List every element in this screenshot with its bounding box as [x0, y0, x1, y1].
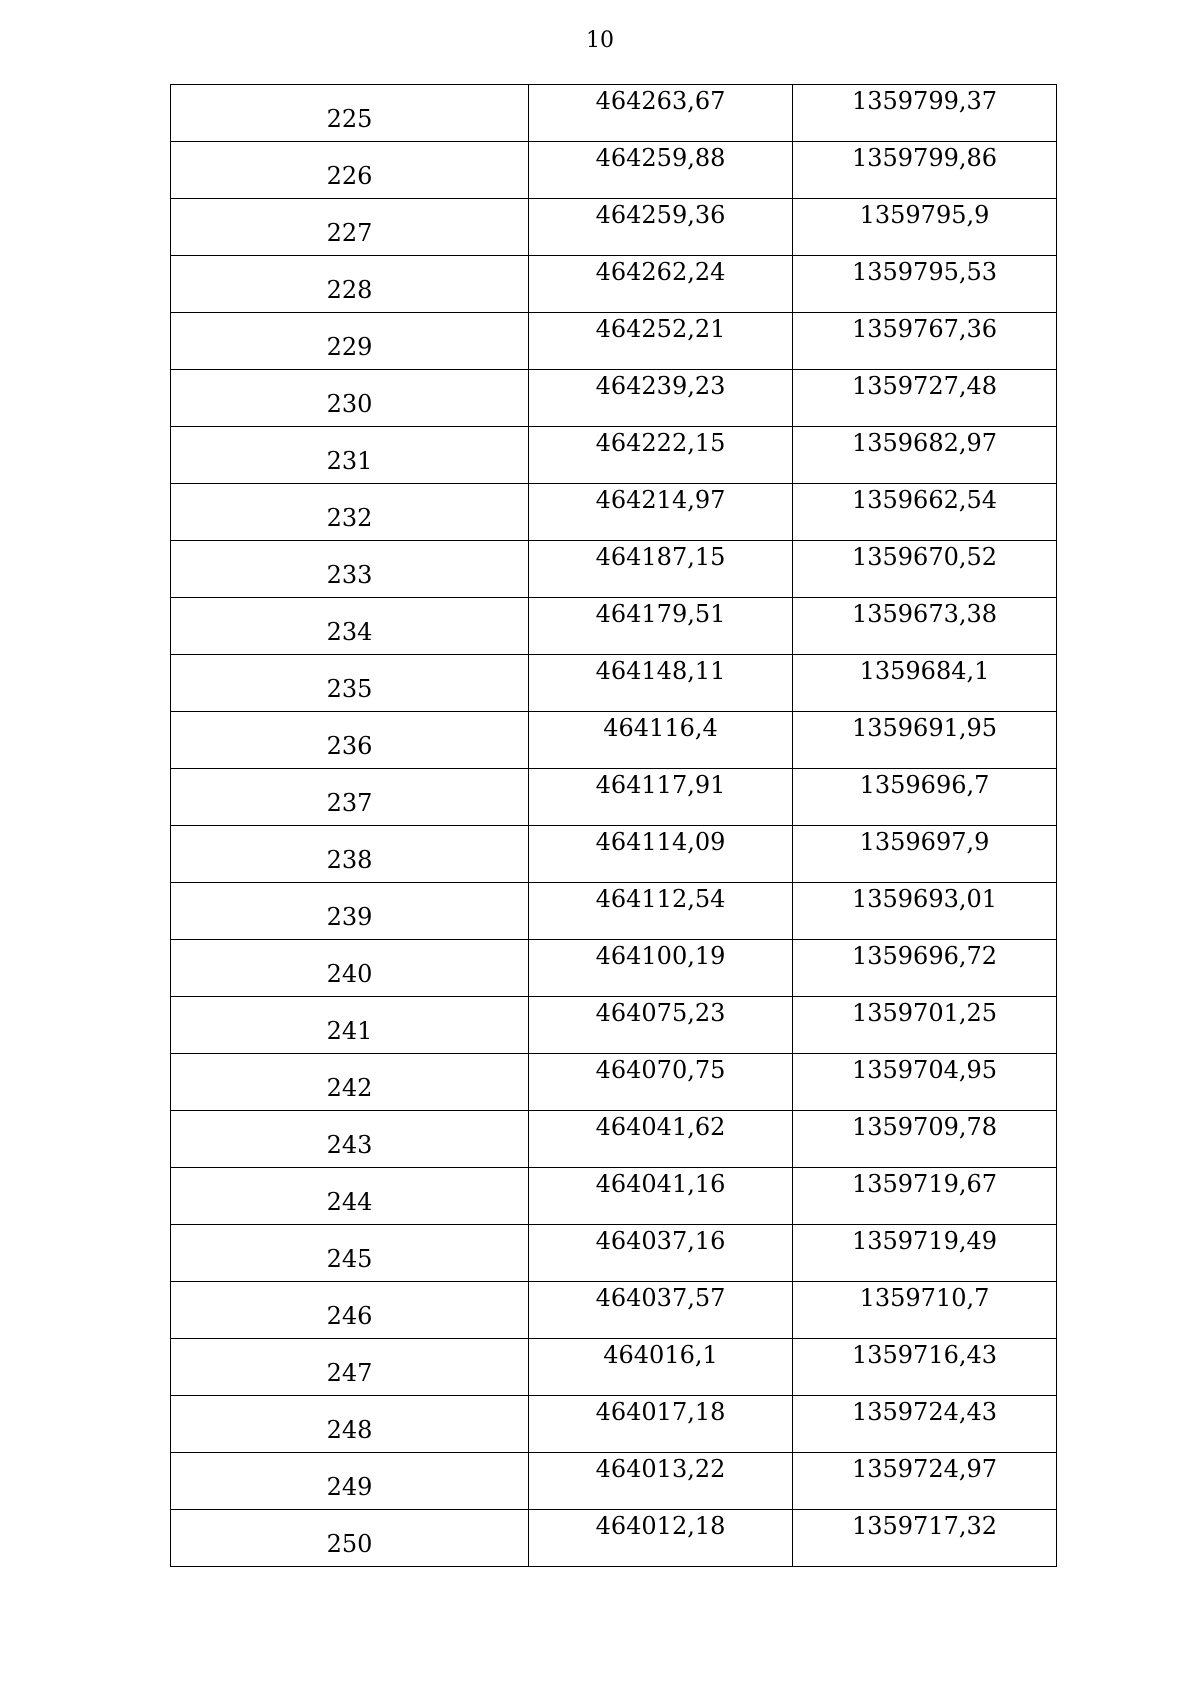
y-coordinate-cell: 1359719,49 — [793, 1225, 1057, 1282]
x-coordinate-cell: 464259,88 — [529, 142, 793, 199]
point-number-cell: 241 — [171, 997, 529, 1054]
x-coordinate-cell: 464117,91 — [529, 769, 793, 826]
x-coordinate-cell: 464070,75 — [529, 1054, 793, 1111]
table-row — [171, 1225, 1057, 1282]
y-coordinate-cell: 1359709,78 — [793, 1111, 1057, 1168]
point-number-cell: 238 — [171, 826, 529, 883]
table-row — [171, 85, 1057, 142]
point-number-cell: 229 — [171, 313, 529, 370]
x-coordinate-cell: 464179,51 — [529, 598, 793, 655]
x-coordinate-cell: 464262,24 — [529, 256, 793, 313]
point-number-cell: 226 — [171, 142, 529, 199]
table-row — [171, 940, 1057, 997]
point-number-cell: 231 — [171, 427, 529, 484]
x-coordinate-cell: 464114,09 — [529, 826, 793, 883]
x-coordinate-cell: 464012,18 — [529, 1510, 793, 1567]
x-coordinate-cell: 464041,62 — [529, 1111, 793, 1168]
table-row — [171, 1054, 1057, 1111]
y-coordinate-cell: 1359724,43 — [793, 1396, 1057, 1453]
page-number: 10 — [586, 28, 614, 53]
y-coordinate-cell: 1359697,9 — [793, 826, 1057, 883]
point-number-cell: 245 — [171, 1225, 529, 1282]
x-coordinate-cell: 464252,21 — [529, 313, 793, 370]
table-row — [171, 256, 1057, 313]
x-coordinate-cell: 464013,22 — [529, 1453, 793, 1510]
point-number-cell: 240 — [171, 940, 529, 997]
y-coordinate-cell: 1359704,95 — [793, 1054, 1057, 1111]
table-row — [171, 313, 1057, 370]
point-number-cell: 242 — [171, 1054, 529, 1111]
table-row — [171, 1168, 1057, 1225]
point-number-cell: 246 — [171, 1282, 529, 1339]
table-row — [171, 1111, 1057, 1168]
x-coordinate-cell: 464041,16 — [529, 1168, 793, 1225]
x-coordinate-cell: 464075,23 — [529, 997, 793, 1054]
table-row — [171, 1282, 1057, 1339]
y-coordinate-cell: 1359691,95 — [793, 712, 1057, 769]
y-coordinate-cell: 1359673,38 — [793, 598, 1057, 655]
point-number-cell: 243 — [171, 1111, 529, 1168]
point-number-cell: 236 — [171, 712, 529, 769]
table-row — [171, 769, 1057, 826]
point-number-cell: 247 — [171, 1339, 529, 1396]
y-coordinate-cell: 1359795,53 — [793, 256, 1057, 313]
y-coordinate-cell: 1359717,32 — [793, 1510, 1057, 1567]
table-row — [171, 712, 1057, 769]
y-coordinate-cell: 1359716,43 — [793, 1339, 1057, 1396]
table-row — [171, 484, 1057, 541]
y-coordinate-cell: 1359696,7 — [793, 769, 1057, 826]
table-row — [171, 1396, 1057, 1453]
point-number-cell: 249 — [171, 1453, 529, 1510]
point-number-cell: 239 — [171, 883, 529, 940]
point-number-cell: 225 — [171, 85, 529, 142]
point-number-cell: 233 — [171, 541, 529, 598]
x-coordinate-cell: 464017,18 — [529, 1396, 793, 1453]
table-row — [171, 1339, 1057, 1396]
point-number-cell: 232 — [171, 484, 529, 541]
x-coordinate-cell: 464239,23 — [529, 370, 793, 427]
coordinates-table-body — [171, 85, 1057, 1567]
y-coordinate-cell: 1359670,52 — [793, 541, 1057, 598]
table-row — [171, 142, 1057, 199]
y-coordinate-cell: 1359710,7 — [793, 1282, 1057, 1339]
point-number-cell: 227 — [171, 199, 529, 256]
point-number-cell: 237 — [171, 769, 529, 826]
x-coordinate-cell: 464037,16 — [529, 1225, 793, 1282]
table-row — [171, 199, 1057, 256]
y-coordinate-cell: 1359693,01 — [793, 883, 1057, 940]
table-row — [171, 655, 1057, 712]
y-coordinate-cell: 1359701,25 — [793, 997, 1057, 1054]
point-number-cell: 234 — [171, 598, 529, 655]
table-row — [171, 427, 1057, 484]
y-coordinate-cell: 1359795,9 — [793, 199, 1057, 256]
table-row — [171, 1510, 1057, 1567]
y-coordinate-cell: 1359799,86 — [793, 142, 1057, 199]
table-row — [171, 598, 1057, 655]
table-row — [171, 883, 1057, 940]
x-coordinate-cell: 464263,67 — [529, 85, 793, 142]
table-row — [171, 826, 1057, 883]
x-coordinate-cell: 464222,15 — [529, 427, 793, 484]
table-row — [171, 541, 1057, 598]
point-number-cell: 230 — [171, 370, 529, 427]
point-number-cell: 248 — [171, 1396, 529, 1453]
y-coordinate-cell: 1359724,97 — [793, 1453, 1057, 1510]
x-coordinate-cell: 464187,15 — [529, 541, 793, 598]
y-coordinate-cell: 1359767,36 — [793, 313, 1057, 370]
y-coordinate-cell: 1359727,48 — [793, 370, 1057, 427]
y-coordinate-cell: 1359662,54 — [793, 484, 1057, 541]
x-coordinate-cell: 464037,57 — [529, 1282, 793, 1339]
x-coordinate-cell: 464148,11 — [529, 655, 793, 712]
x-coordinate-cell: 464259,36 — [529, 199, 793, 256]
x-coordinate-cell: 464100,19 — [529, 940, 793, 997]
y-coordinate-cell: 1359799,37 — [793, 85, 1057, 142]
y-coordinate-cell: 1359696,72 — [793, 940, 1057, 997]
table-row — [171, 370, 1057, 427]
table-row — [171, 1453, 1057, 1510]
coordinates-table — [170, 84, 1057, 1567]
point-number-cell: 228 — [171, 256, 529, 313]
point-number-cell: 235 — [171, 655, 529, 712]
x-coordinate-cell: 464016,1 — [529, 1339, 793, 1396]
x-coordinate-cell: 464116,4 — [529, 712, 793, 769]
table-row — [171, 997, 1057, 1054]
y-coordinate-cell: 1359682,97 — [793, 427, 1057, 484]
point-number-cell: 250 — [171, 1510, 529, 1567]
y-coordinate-cell: 1359684,1 — [793, 655, 1057, 712]
y-coordinate-cell: 1359719,67 — [793, 1168, 1057, 1225]
point-number-cell: 244 — [171, 1168, 529, 1225]
x-coordinate-cell: 464214,97 — [529, 484, 793, 541]
x-coordinate-cell: 464112,54 — [529, 883, 793, 940]
